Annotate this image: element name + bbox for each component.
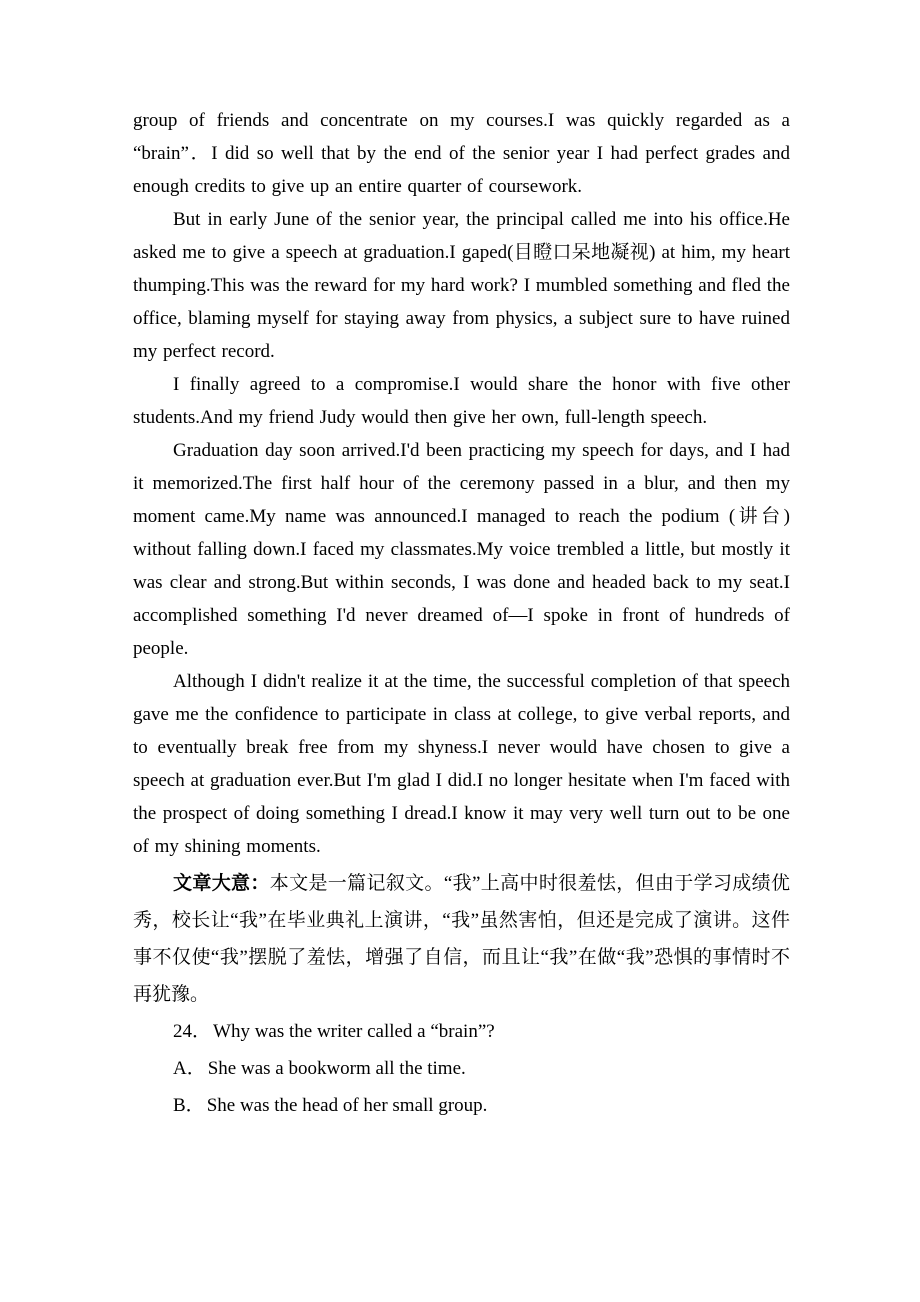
passage-paragraph: group of friends and concentrate on my courses.I was quickly regarded as a “brain”．I did so well that by the end of the senior year I had perfect grades and enough credits to give up an entire quarter of coursework.	[133, 110, 790, 197]
option-a-label: A．	[173, 1058, 206, 1079]
option-b-text: She was the head of her small group.	[206, 1095, 488, 1116]
summary-label: 文章大意：	[173, 873, 270, 894]
summary-text: 本文是一篇记叙文。“我”上高中时很羞怯，但由于学习成绩优秀，校长让“我”在毕业典礼上演讲，“我”虽然害怕，但还是完成了演讲。这件事不仅使“我”摆脱了羞怯，增强了自信，而且让“我”在做“我”恐惧的事情时不再犹豫。	[133, 873, 790, 1005]
option-b	[133, 1087, 790, 1124]
option-a-text: She was a bookworm all the time.	[207, 1058, 466, 1079]
question-text: Why was the writer called a “brain”?	[213, 1021, 495, 1042]
passage-paragraph: Graduation day soon arrived.I'd been practicing my speech for days, and I had it memorized.The first half hour of the ceremony passed in a blur, and then my moment came.My name was announced.I managed to reach the podium (讲台) without falling down.I faced my classmates.My voice trembled a little, but mostly it was clear and strong.But within seconds, I was done and headed back to my seat.I accomplished something I'd never dreamed of—I spoke in front of hundreds of people.	[133, 440, 790, 659]
option-b-label: B．	[173, 1095, 205, 1116]
passage-summary	[133, 865, 790, 1013]
question-number: 24．	[173, 1021, 212, 1042]
option-a	[133, 1050, 790, 1087]
passage-paragraph: But in early June of the senior year, the principal called me into his office.He asked me to give a speech at graduation.I gaped(目瞪口呆地凝视) at him, my heart thumping.This was the reward for my hard work? I mumbled something and fled the office, blaming myself for staying away from physics, a subject sure to have ruined my perfect record.	[133, 209, 790, 362]
passage-paragraph: Although I didn't realize it at the time, the successful completion of that speech gave me the confidence to participate in class at college, to give verbal reports, and to eventually break free from my shyness.I never would have chosen to give a speech at graduation ever.But I'm glad I did.I no longer hesitate when I'm faced with the prospect of doing something I dread.I know it may very well turn out to be one of my shining moments.	[133, 671, 790, 857]
question-24	[133, 1013, 790, 1050]
passage-paragraph: I finally agreed to a compromise.I would share the honor with five other students.And my friend Judy would then give her own, full-length speech.	[133, 374, 790, 428]
document-page	[133, 104, 790, 1124]
